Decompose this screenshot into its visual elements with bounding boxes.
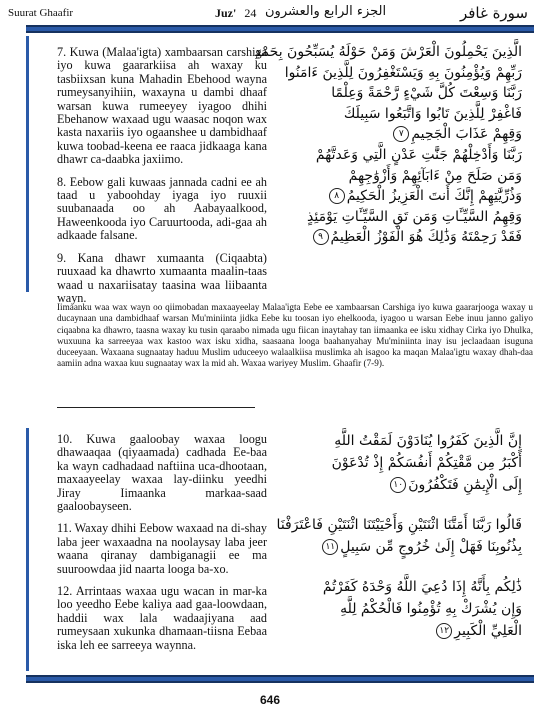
arabic-line: فَاغْفِرْ لِلَّذِينَ تَابُوا وَاتَّبَعُوا سَبِيلَكَ [343, 105, 522, 122]
translation-column-2 [57, 433, 267, 661]
top-decorative-rule [26, 25, 534, 33]
arabic-line: وَقِهِمُ السَّيِّـَٔاتِ وَمَن تَقِ السَّيِّـَٔاتِ يَوْمَئِذٍ [307, 208, 522, 225]
arabic-line: أَكْبَرُ مِن مَّقْتِكُمْ أَنفُسَكُمْ إِذْ تُدْعَوْنَ [331, 455, 522, 471]
bottom-decorative-rule [26, 675, 534, 683]
arabic-line: بِذُنُوبِنَا فَهَلْ إِلَىٰ خُرُوجٍ مِّن سَبِيلٍ١١ [282, 536, 522, 558]
verse-translation: 10. Kuwa gaaloobay waxaa loogu dhawaaqaa (qiyaamada) cadhada Ee-baa ka wayn cadhadaad naftiina uca-dhootaan, maxaayeelay waxaa lay-diinku yeedhi Jiray Iimaanka markaa-saad gaaloobayseen. [57, 432, 267, 514]
ayah-number-marker: ١٠ [390, 477, 406, 493]
arabic-line: إِنَّ الَّذِينَ كَفَرُوا يُنَادَوْنَ لَمَقْتُ اللَّهِ [334, 433, 522, 449]
juz-label: Juz' 24 [215, 6, 257, 20]
arabic-line: الَّذِينَ يَحْمِلُونَ الْعَرْشَ وَمَنْ حَوْلَهُ يُسَبِّحُونَ بِحَمْدِ [254, 44, 522, 60]
arabic-line: ذَٰلِكُم بِأَنَّهُ إِذَا دُعِيَ اللَّهُ وَحْدَهُ كَفَرْتُمْ [322, 579, 522, 595]
surah-name-latin: Suurat Ghaafir [8, 7, 74, 19]
arabic-line: إِلَى الْإِيمَٰنِ فَتَكْفُرُونَ١٠ [282, 474, 522, 496]
juz-arabic: الجزء الرابع والعشرون [265, 4, 387, 19]
verse-translation: 9. Kana dhawr xumaanta (Ciqaabta) ruuxaad ka dhawrto xumaanta maalin-taas waad u naxariisatay taasina waa liibaanta wayn. [57, 250, 267, 305]
arabic-line: قَالُوا رَبَّنَا أَمَتَّنَا اثْنَتَيْنِ وَأَحْيَيْتَنَا اثْنَتَيْنِ فَاعْتَرَفْنَا [276, 517, 522, 533]
arabic-line: وَقِهِمْ عَذَابَ الْجَحِيمِ٧ [282, 124, 522, 145]
ayah-number-marker: ٧ [393, 126, 409, 142]
arabic-line: وَإِن يُشْرَكْ بِهِ تُؤْمِنُوا فَالْحُكْمُ لِلَّهِ [340, 601, 522, 617]
arabic-line: فَقَدْ رَحِمْتَهُ وَذَٰلِكَ هُوَ الْفَوْزُ الْعَظِيمُ٩ [282, 227, 522, 248]
commentary-paragraph: Iimaanku waa wax wayn oo qiimobadan maxaayeelay Malaa'igta Eebe ee xambaarsan Carshiga iyo kuwa gaararjooga waxay u ducaynaan una dambidhaaf warsan Mu'miniinta jidka Eebe ku toosan iyo ehelkooda, iyagoo u warsan Eebe inuu janno galiyo ciqaabna ka dhawro, taasna waxay ku tusin qaraabo nimada ugu fiican inaytahay tan iimaanka ee isku xidhay Cirka iyo Dhulka, wuxuuna ka sarreeyaa wax kastoo wax isku xidha, saasaana looga baahanyahay Mu'miniinta inay isu jeclaadaan isuguna duceeyaan. Waxaana sugnaatay haduu Muslim uduceeyo walaalkiisa muslimka ah isagoo ka maqan Malaa'igtu waxay dhah-daa aamiin adna waxaa kuu sugnaatay wax la mid ah. Waxaa wariyey Muslim. Ghaafir (7-9). [57, 302, 533, 369]
page-number: 646 [259, 693, 281, 707]
arabic-line: رَبَّنَا وَأَدْخِلْهُمْ جَنَّٰتِ عَدْنٍ الَّتِي وَعَدتَّهُمْ [315, 146, 522, 163]
verse-translation: 12. Arrintaas waxaa ugu wacan in mar-ka loo yeedho Eebe kaliya aad gaa-loowdaan, haddii wax lala wadaajiyana aad rumeysaan xukunka dhamaan-tiisna Eebaa iska leh ee sarreeya waynna. [57, 584, 267, 652]
ayah-number-marker: ١٢ [436, 623, 452, 639]
arabic-text-block-1 [254, 42, 522, 248]
arabic-line: رَبِّهِمْ وَيُؤْمِنُونَ بِهِ وَيَسْتَغْفِرُونَ لِلَّذِينَ ءَامَنُوا [284, 64, 522, 81]
left-margin-rule [26, 36, 29, 292]
arabic-line: الْعَلِيِّ الْكَبِيرِ١٢ [282, 620, 522, 642]
ayah-number-marker: ٨ [329, 188, 345, 204]
verse-translation: 7. Kuwa (Malaa'igta) xambaarsan carshiga iyo kuwa gaararkiisa ah waxay ku tasbiixsan kuna Mahadin Ebehood wayna rumeysanyihiin, waxayna u dambi dhaaf warsan kuwa rumeeyey iyagoo dhihi Ebehanow waxaad ugu waasac noqon wax kasta naxariis iyo ogaanshee u dambidhaaf kuwa toobad-keena ee raaca jidkaaga kana dhawr ca-daabka jaxiimo. [57, 45, 267, 167]
arabic-line: وَمَن صَلَحَ مِنْ ءَابَآئِهِمْ وَأَزْوَٰجِهِمْ [348, 167, 522, 184]
ayah-number-marker: ٩ [313, 229, 329, 245]
arabic-line: رَبَّنَا وَسِعْتَ كُلَّ شَيْءٍ رَّحْمَةً وَعِلْمًا [331, 85, 522, 102]
verse-translation: 11. Waxay dhihi Eebow waxaad na di-shay laba jeer waxaadna na noolaysay laba jeer waana qiranay dambiganagii ee ma suuroowdaa jid naarta looga ba-xo. [57, 521, 267, 576]
section-divider [57, 407, 255, 408]
surah-name-arabic: سورة غافر [459, 4, 528, 22]
translation-column-1 [57, 46, 267, 314]
ayah-number-marker: ١١ [322, 539, 338, 555]
arabic-text-block-2 [276, 430, 522, 642]
arabic-line: وَذُرِّيَّٰتِهِمْ إِنَّكَ أَنتَ الْعَزِيزُ الْحَكِيمُ٨ [282, 186, 522, 207]
left-margin-rule [26, 428, 29, 671]
verse-translation: 8. Eebow gali kuwaas jannada cadni ee ah taad u yaboohday iyaga iyo ruuxii suubanaada oo ah Aabayaalkood, Haweenkooda iyo Caruurtooda, adi-gaa ah adkaade falsane. [57, 174, 267, 243]
